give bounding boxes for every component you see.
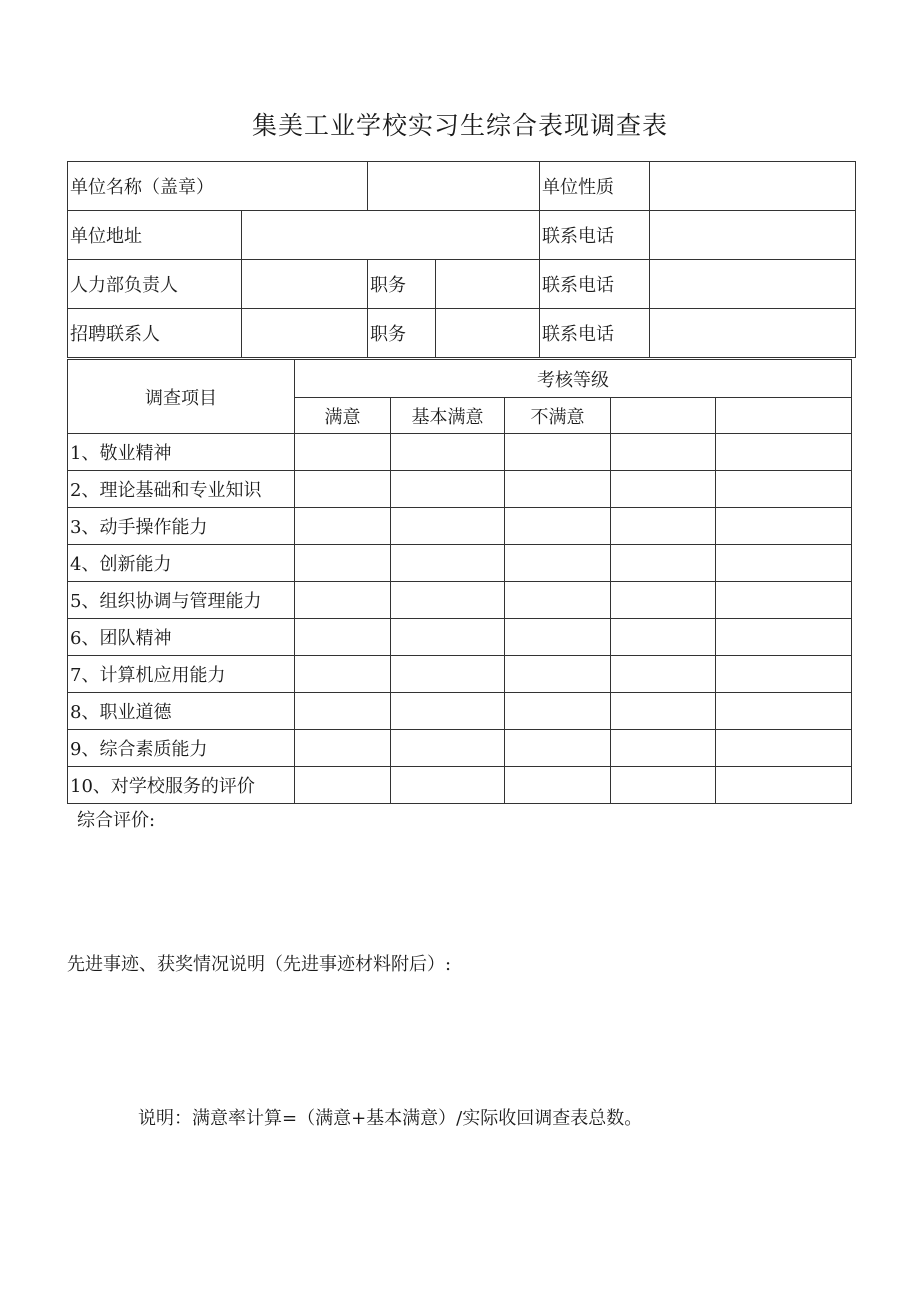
recruiter-label: 招聘联系人 xyxy=(68,309,242,358)
phone-field[interactable] xyxy=(650,211,856,260)
survey-item-label: 7、计算机应用能力 xyxy=(68,656,295,693)
rating-cell[interactable] xyxy=(716,582,852,619)
satisfaction-note: 说明：满意率计算=（满意+基本满意）/实际收回调查表总数。 xyxy=(138,1108,643,1129)
phone-label: 联系电话 xyxy=(540,211,650,260)
overall-evaluation-label: 综合评价: xyxy=(77,810,156,831)
rating-cell[interactable] xyxy=(295,693,391,730)
rating-cell[interactable] xyxy=(505,767,611,804)
rating-cell[interactable] xyxy=(611,730,716,767)
position-label: 职务 xyxy=(368,260,436,309)
rating-cell[interactable] xyxy=(611,508,716,545)
rating-cell[interactable] xyxy=(611,471,716,508)
grade-header: 考核等级 xyxy=(295,360,852,398)
table-row xyxy=(68,582,852,619)
survey-item-label: 4、创新能力 xyxy=(68,545,295,582)
rating-cell[interactable] xyxy=(391,656,505,693)
table-row xyxy=(68,434,852,471)
rating-cell[interactable] xyxy=(716,656,852,693)
rating-cell[interactable] xyxy=(505,619,611,656)
rating-cell[interactable] xyxy=(295,434,391,471)
table-row xyxy=(68,656,852,693)
survey-item-header: 调查项目 xyxy=(68,360,295,434)
rating-cell[interactable] xyxy=(391,545,505,582)
grade-satisfied: 满意 xyxy=(295,398,391,434)
rating-cell[interactable] xyxy=(391,730,505,767)
awards-label: 先进事迹、获奖情况说明（先进事迹材料附后）: xyxy=(67,954,452,975)
unit-nature-field[interactable] xyxy=(650,162,856,211)
rating-cell[interactable] xyxy=(505,656,611,693)
rating-cell[interactable] xyxy=(391,693,505,730)
position-field[interactable] xyxy=(436,309,540,358)
rating-cell[interactable] xyxy=(505,508,611,545)
phone-label: 联系电话 xyxy=(540,309,650,358)
rating-cell[interactable] xyxy=(391,767,505,804)
unit-name-label: 单位名称（盖章） xyxy=(68,162,368,211)
rating-cell[interactable] xyxy=(391,582,505,619)
grade-blank xyxy=(716,398,852,434)
rating-cell[interactable] xyxy=(391,619,505,656)
recruiter-field[interactable] xyxy=(242,309,368,358)
rating-cell[interactable] xyxy=(295,545,391,582)
rating-cell[interactable] xyxy=(505,471,611,508)
rating-cell[interactable] xyxy=(295,508,391,545)
unit-info-table xyxy=(67,161,856,358)
page-title: 集美工业学校实习生综合表现调查表 xyxy=(251,111,668,140)
rating-cell[interactable] xyxy=(611,434,716,471)
survey-item-label: 1、敬业精神 xyxy=(68,434,295,471)
hr-head-field[interactable] xyxy=(242,260,368,309)
survey-item-label: 6、团队精神 xyxy=(68,619,295,656)
table-row xyxy=(68,767,852,804)
hr-head-label: 人力部负责人 xyxy=(68,260,242,309)
rating-cell[interactable] xyxy=(505,693,611,730)
phone-label: 联系电话 xyxy=(540,260,650,309)
rating-cell[interactable] xyxy=(611,545,716,582)
rating-cell[interactable] xyxy=(716,434,852,471)
unit-nature-label: 单位性质 xyxy=(540,162,650,211)
table-row xyxy=(68,471,852,508)
rating-cell[interactable] xyxy=(505,582,611,619)
survey-table xyxy=(67,359,852,804)
survey-item-label: 2、理论基础和专业知识 xyxy=(68,471,295,508)
survey-item-label: 5、组织协调与管理能力 xyxy=(68,582,295,619)
rating-cell[interactable] xyxy=(716,508,852,545)
rating-cell[interactable] xyxy=(716,693,852,730)
rating-cell[interactable] xyxy=(295,471,391,508)
phone-field[interactable] xyxy=(650,309,856,358)
position-label: 职务 xyxy=(368,309,436,358)
survey-item-label: 9、综合素质能力 xyxy=(68,730,295,767)
unit-address-field[interactable] xyxy=(242,211,540,260)
rating-cell[interactable] xyxy=(611,767,716,804)
grade-unsatisfied: 不满意 xyxy=(505,398,611,434)
phone-field[interactable] xyxy=(650,260,856,309)
unit-address-label: 单位地址 xyxy=(68,211,242,260)
rating-cell[interactable] xyxy=(505,730,611,767)
rating-cell[interactable] xyxy=(611,582,716,619)
rating-cell[interactable] xyxy=(295,767,391,804)
rating-cell[interactable] xyxy=(716,471,852,508)
grade-blank xyxy=(611,398,716,434)
survey-item-label: 3、动手操作能力 xyxy=(68,508,295,545)
grade-basically-satisfied: 基本满意 xyxy=(391,398,505,434)
rating-cell[interactable] xyxy=(716,767,852,804)
table-row xyxy=(68,619,852,656)
rating-cell[interactable] xyxy=(611,693,716,730)
table-row xyxy=(68,545,852,582)
rating-cell[interactable] xyxy=(295,656,391,693)
rating-cell[interactable] xyxy=(611,619,716,656)
table-row xyxy=(68,693,852,730)
table-row xyxy=(68,730,852,767)
rating-cell[interactable] xyxy=(716,619,852,656)
survey-item-label: 8、职业道德 xyxy=(68,693,295,730)
unit-name-field[interactable] xyxy=(368,162,540,211)
rating-cell[interactable] xyxy=(716,545,852,582)
rating-cell[interactable] xyxy=(611,656,716,693)
rating-cell[interactable] xyxy=(505,434,611,471)
rating-cell[interactable] xyxy=(391,471,505,508)
rating-cell[interactable] xyxy=(295,582,391,619)
rating-cell[interactable] xyxy=(295,619,391,656)
survey-item-label: 10、对学校服务的评价 xyxy=(68,767,295,804)
rating-cell[interactable] xyxy=(391,434,505,471)
rating-cell[interactable] xyxy=(716,730,852,767)
table-row xyxy=(68,508,852,545)
rating-cell[interactable] xyxy=(505,545,611,582)
rating-cell[interactable] xyxy=(391,508,505,545)
rating-cell[interactable] xyxy=(295,730,391,767)
position-field[interactable] xyxy=(436,260,540,309)
